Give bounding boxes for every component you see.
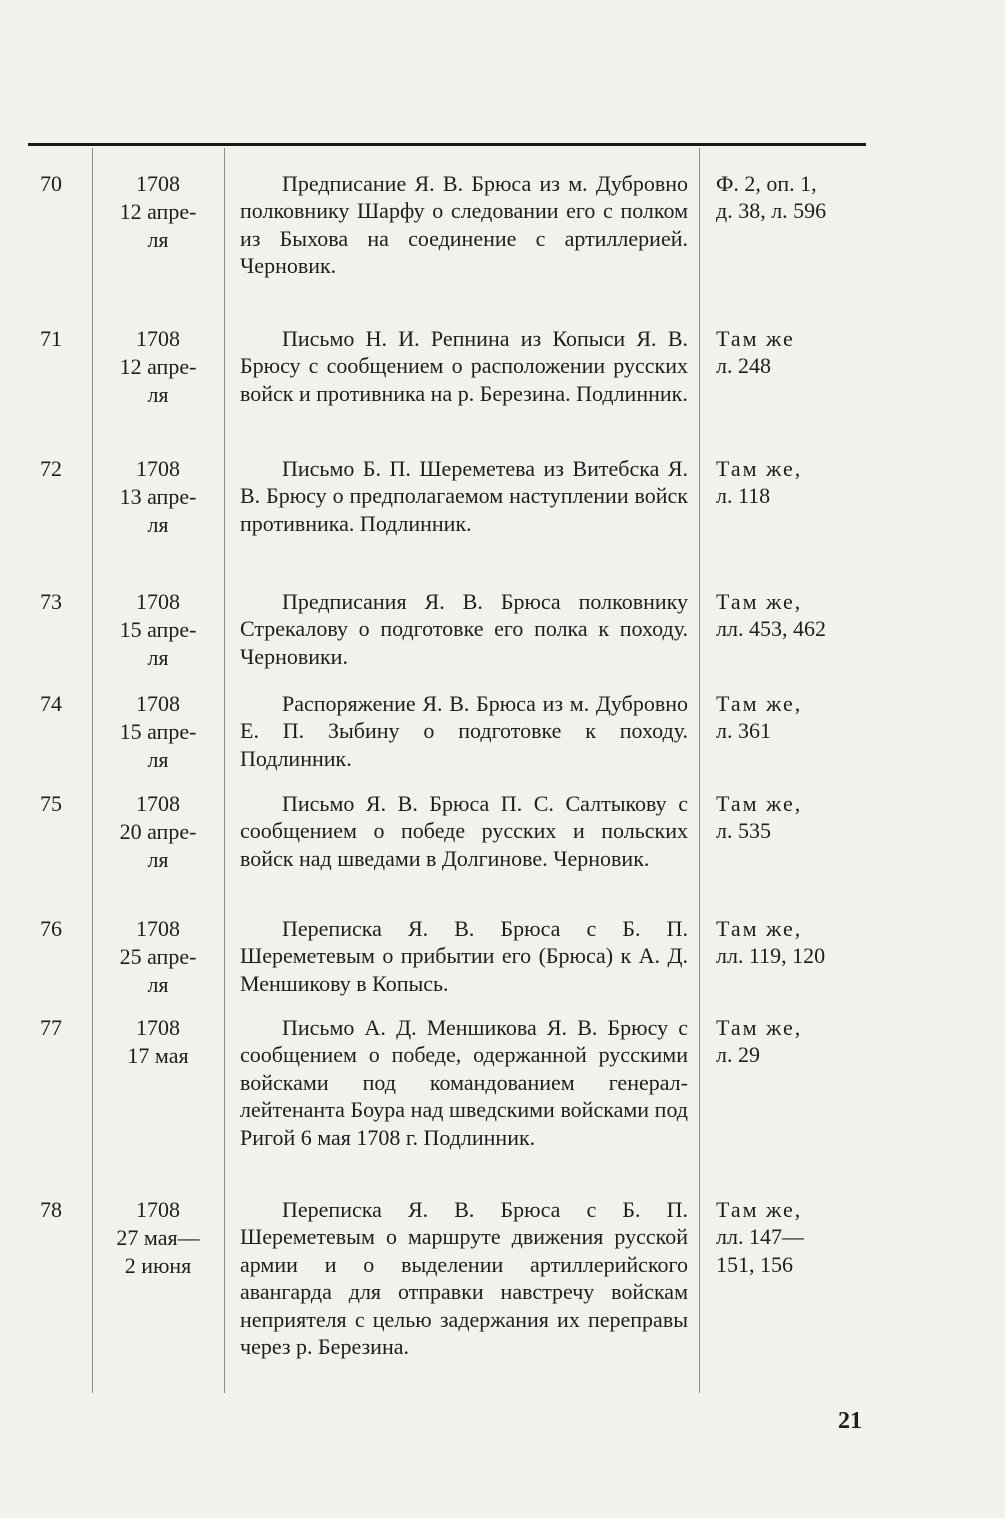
column-divider-2 xyxy=(224,148,225,1393)
date-line: ля xyxy=(147,747,169,772)
date-line: 12 апре- xyxy=(119,354,197,379)
reference-line: Там же, xyxy=(716,691,803,716)
reference-line: Там же xyxy=(716,326,795,351)
reference-line: л. 118 xyxy=(716,483,771,509)
date-line: ля xyxy=(147,645,169,670)
row-date xyxy=(100,170,216,254)
date-year: 1708 xyxy=(136,1015,180,1040)
row-date xyxy=(100,1196,216,1280)
date-year: 1708 xyxy=(136,916,180,941)
reference-line: Ф. 2, оп. 1, xyxy=(716,171,817,196)
reference-line: Там же, xyxy=(716,791,803,816)
row-reference xyxy=(716,690,866,745)
reference-line: Там же, xyxy=(716,589,803,614)
reference-line: Там же, xyxy=(716,1197,803,1222)
reference-line: лл. 147— xyxy=(716,1224,804,1250)
reference-line: Там же, xyxy=(716,1015,803,1040)
date-line: ля xyxy=(147,227,169,252)
reference-line: л. 361 xyxy=(716,718,771,744)
row-reference xyxy=(716,455,866,510)
row-description: Письмо Н. И. Репнина из Копыси Я. В. Брюсу с сообщением о расположении русских войск и противника на р. Березина. Подлинник. xyxy=(240,326,688,406)
reference-line: лл. 453, 462 xyxy=(716,616,826,642)
column-divider-1 xyxy=(92,148,93,1393)
row-reference xyxy=(716,170,866,225)
date-line: 17 мая xyxy=(127,1043,189,1068)
date-line: 15 апре- xyxy=(119,617,197,642)
reference-line: д. 38, л. 596 xyxy=(716,198,827,224)
row-reference xyxy=(716,1196,866,1278)
row-number: 78 xyxy=(40,1197,62,1222)
date-line: ля xyxy=(147,847,169,872)
row-description: Письмо Б. П. Шереметева из Витебска Я. В. Брюсу о предполагаемом наступлении войск противника. Подлинник. xyxy=(240,456,688,536)
row-date xyxy=(100,790,216,874)
row-date xyxy=(100,1014,216,1070)
row-reference xyxy=(716,325,866,380)
row-number: 73 xyxy=(40,589,62,614)
row-description: Распоряжение Я. В. Брюса из м. Дубровно Е. П. Зыбину о подготовке к походу. Подлинник. xyxy=(240,691,688,771)
date-line: 25 апре- xyxy=(119,944,197,969)
date-year: 1708 xyxy=(136,171,180,196)
top-rule xyxy=(28,143,866,146)
date-year: 1708 xyxy=(136,456,180,481)
row-reference xyxy=(716,790,866,845)
date-line: 15 апре- xyxy=(119,719,197,744)
row-number: 71 xyxy=(40,326,62,351)
date-line: 12 апре- xyxy=(119,199,197,224)
row-number: 70 xyxy=(40,171,62,196)
date-line: ля xyxy=(147,512,169,537)
row-date xyxy=(100,455,216,539)
date-year: 1708 xyxy=(136,326,180,351)
row-description: Письмо А. Д. Меншикова Я. В. Брюсу с сообщением о победе, одержанной русскими войсками под командованием генерал-лейтенанта Боура над шведскими войсками под Ригой 6 мая 1708 г. Подлинник. xyxy=(240,1015,688,1150)
date-line: ля xyxy=(147,972,169,997)
row-number: 74 xyxy=(40,691,62,716)
reference-line: лл. 119, 120 xyxy=(716,943,826,969)
row-number: 76 xyxy=(40,916,62,941)
row-date xyxy=(100,690,216,774)
date-year: 1708 xyxy=(136,589,180,614)
date-line: 13 апре- xyxy=(119,484,197,509)
reference-line: л. 248 xyxy=(716,353,771,379)
reference-line: л. 535 xyxy=(716,818,771,844)
page-number: 21 xyxy=(838,1408,862,1434)
date-year: 1708 xyxy=(136,1197,180,1222)
date-line: ля xyxy=(147,382,169,407)
date-year: 1708 xyxy=(136,691,180,716)
date-line: 20 апре- xyxy=(119,819,197,844)
date-line: 27 мая— xyxy=(116,1225,200,1250)
row-date xyxy=(100,325,216,409)
row-reference xyxy=(716,588,866,643)
row-number: 75 xyxy=(40,791,62,816)
row-number: 77 xyxy=(40,1015,62,1040)
reference-line: Там же, xyxy=(716,456,803,481)
row-reference xyxy=(716,1014,866,1069)
row-number: 72 xyxy=(40,456,62,481)
row-description: Переписка Я. В. Брюса с Б. П. Шереметевым о прибытии его (Брюса) к А. Д. Меншикову в Копысь. xyxy=(240,916,688,996)
column-divider-3 xyxy=(699,148,700,1393)
date-year: 1708 xyxy=(136,791,180,816)
reference-line: л. 29 xyxy=(716,1042,760,1068)
row-reference xyxy=(716,915,866,970)
date-line: 2 июня xyxy=(124,1253,192,1278)
row-description: Предписания Я. В. Брюса полковнику Стрекалову о подготовке его полка к походу. Черновики. xyxy=(240,589,688,669)
reference-line: 151, 156 xyxy=(716,1251,793,1277)
row-description: Предписание Я. В. Брюса из м. Дубровно полковнику Шарфу о следовании его с полком из Быхова на соединение с артиллерией. Черновик. xyxy=(240,171,688,279)
row-date xyxy=(100,588,216,672)
reference-line: Там же, xyxy=(716,916,803,941)
row-description: Письмо Я. В. Брюса П. С. Салтыкову с сообщением о победе русских и польских войск над шведами в Долгинове. Черновик. xyxy=(240,791,688,871)
row-description: Переписка Я. В. Брюса с Б. П. Шереметевым о маршруте движения русской армии и о выделении артиллерийского авангарда для отправки навстречу войскам неприятеля с целью задержания их переправы через р. Березина. xyxy=(240,1197,688,1360)
row-date xyxy=(100,915,216,999)
